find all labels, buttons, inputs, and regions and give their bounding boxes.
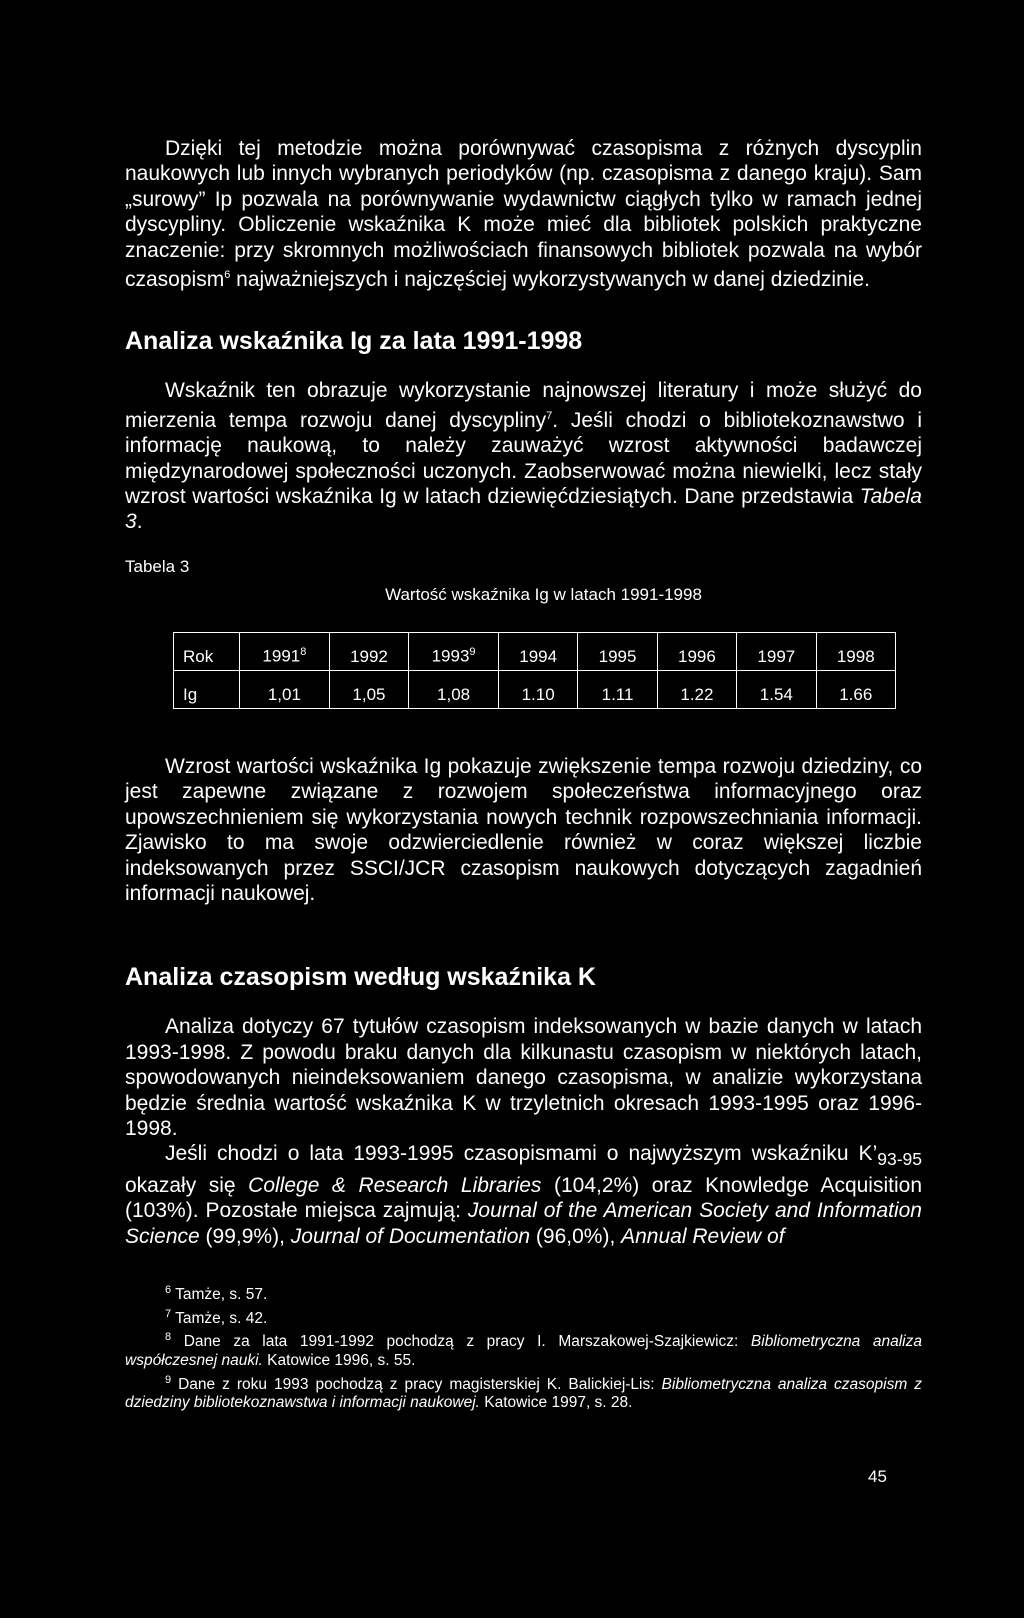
paragraph-text: . [136, 510, 143, 534]
paragraph-ig-summary: Wzrost wartości wskaźnika Ig pokazuje zwiększenie tempa rozwoju dziedziny, co jest zapewne związane z rozwojem społeczeństwa informacyjnego oraz upowszechnieniem się wykorzystania nowych technik rozpowszechniania informacji. Zjawisko to ma swoje odzwierciedlenie również w coraz większej liczbie indeksowanych przez SSCI/JCR czasopism naukowych dotyczących zagadnień informacji naukowej. [125, 754, 922, 905]
footnote-6: $^6$ Tamże, s. 57. [165, 1284, 268, 1304]
footnote-9: $^9$ Dane z roku 1993 pochodzą z pracy magisterskiej K. Balickiej-Lis: Bibliometryczna analiza czasopism z dziedziny bibliotekoznawstwa i informacji naukowej. Katowice 1997, s. 28. [125, 1373, 923, 1412]
footnotes [125, 1281, 922, 1413]
paragraph-text: . Jeśli chodzi o bibliotekoznawstwo i informację naukową, to należy zauważyć wzrost aktywności badawczej międzynarodowej społeczności uczonych. Zaobserwować można niewielki, lecz stały wzrost wartości wskaźnika Ig w latach dziewięćdziesiątych. Dane przedstawia [125, 408, 922, 509]
year-cell: 1993$^9$ [409, 632, 499, 670]
ig-table [173, 632, 896, 709]
year-cell: 1997 [737, 632, 816, 670]
value-cell: 1.54 [737, 670, 816, 708]
year-cell: 1996 [657, 632, 736, 670]
paragraph-k-intro: Analiza dotyczy 67 tytułów czasopism indeksowanych w bazie danych w latach 1993-1998. Z powodu braku danych dla kilkunastu czasopism w niektórych latach, spowodowanych nieindeksowaniem danego czasopisma, w analizie wykorzystana będzie średnia wartość wskaźnika K w trzyletnich okresach 1993-1995 oraz 1996-1998. [125, 1015, 922, 1140]
year-cell: 1994 [498, 632, 577, 670]
value-cell: 1,01 [240, 670, 330, 708]
journal-title: College & Research Libraries [248, 1173, 542, 1197]
journal-title: Annual Review of [621, 1224, 785, 1248]
paragraph-intro [125, 136, 922, 292]
paragraph-text: (96,0%), [530, 1224, 622, 1248]
journal-title: Journal of Documentation [290, 1224, 531, 1248]
paragraph-text: okazały się [125, 1173, 249, 1197]
value-cell: 1,08 [409, 670, 499, 708]
footnote-ref-7[interactable]: 7 [546, 409, 553, 422]
value-cell: 1,05 [329, 670, 408, 708]
table-reference: Tabela 3 [125, 485, 922, 534]
value-cell: 1.10 [498, 670, 577, 708]
section-heading-ig: Analiza wskaźnika Ig za lata 1991-1998 [125, 327, 583, 356]
paragraph-text: (104,2%) oraz Knowledge Acquisition (103%). Pozostałe miejsca zajmują: [125, 1173, 923, 1223]
journal-title: Journal of the American Society and Information Science [125, 1199, 922, 1248]
footnote-8: $^8$ Dane za lata 1991-1992 pochodzą z pracy I. Marszakowej-Szajkiewicz: Bibliometryczna analiza współczesnej nauki. Katowice 1996, s. 55. [125, 1331, 922, 1370]
footnote-ref-8[interactable]: 8 [300, 646, 307, 659]
year-cell: 1992 [329, 632, 408, 670]
section-heading-k: Analiza czasopism według wskaźnika K [125, 963, 596, 992]
table-row [174, 670, 896, 708]
footnote-7: $^7$ Tamże, s. 42. [165, 1307, 268, 1327]
paragraph-text: Jeśli chodzi o lata 1993-1995 czasopismami o najwyższym wskaźniku K’ [165, 1142, 878, 1166]
table-caption: Tabela 3 [125, 556, 190, 576]
value-cell: 1.22 [657, 670, 736, 708]
footnote-ref-6[interactable]: 6 [224, 269, 231, 282]
footnote-ref-9[interactable]: 9 [469, 646, 476, 659]
value-cell: 1.11 [578, 670, 657, 708]
paragraph-text: Wskaźnik ten obrazuje wykorzystanie najnowszej literatury i może służyć do mierzenia tempa rozwoju danej dyscypliny [125, 379, 922, 432]
row-header-rok: Rok [174, 632, 240, 670]
page-content [125, 136, 922, 1413]
row-header-ig: Ig [174, 670, 240, 708]
paragraph-ig-intro [125, 378, 922, 534]
table-title: Wartość wskaźnika Ig w latach 1991-1998 [385, 584, 702, 604]
table-row [174, 632, 896, 670]
paragraph-text: (99,9%), [199, 1224, 291, 1248]
paragraph-k-results [125, 1141, 922, 1249]
page-number: 45 [868, 1467, 887, 1486]
value-cell: 1.66 [816, 670, 895, 708]
paragraph-text-end: najważniejszych i najczęściej wykorzystywanych w danej dziedzinie. [230, 268, 870, 292]
paragraph-text: Dzięki tej metodzie można porównywać czasopisma z różnych dyscyplin naukowych lub innych wybranych periodyków (np. czasopisma z danego kraju). Sam „surowy” Ip pozwala na porównywanie wydawnictw ciągłych tylko w ramach jednej dyscypliny. Obliczenie wskaźnika K może mieć dla bibliotek polskich praktyczne znaczenie: przy skromnych możliwościach finansowych bibliotek pozwala na wybór czasopism [125, 137, 922, 292]
year-cell: 1991$^8$ [240, 632, 330, 670]
year-cell: 1995 [578, 632, 657, 670]
year-cell: 1998 [816, 632, 895, 670]
subscript: 93-95 [877, 1149, 922, 1170]
